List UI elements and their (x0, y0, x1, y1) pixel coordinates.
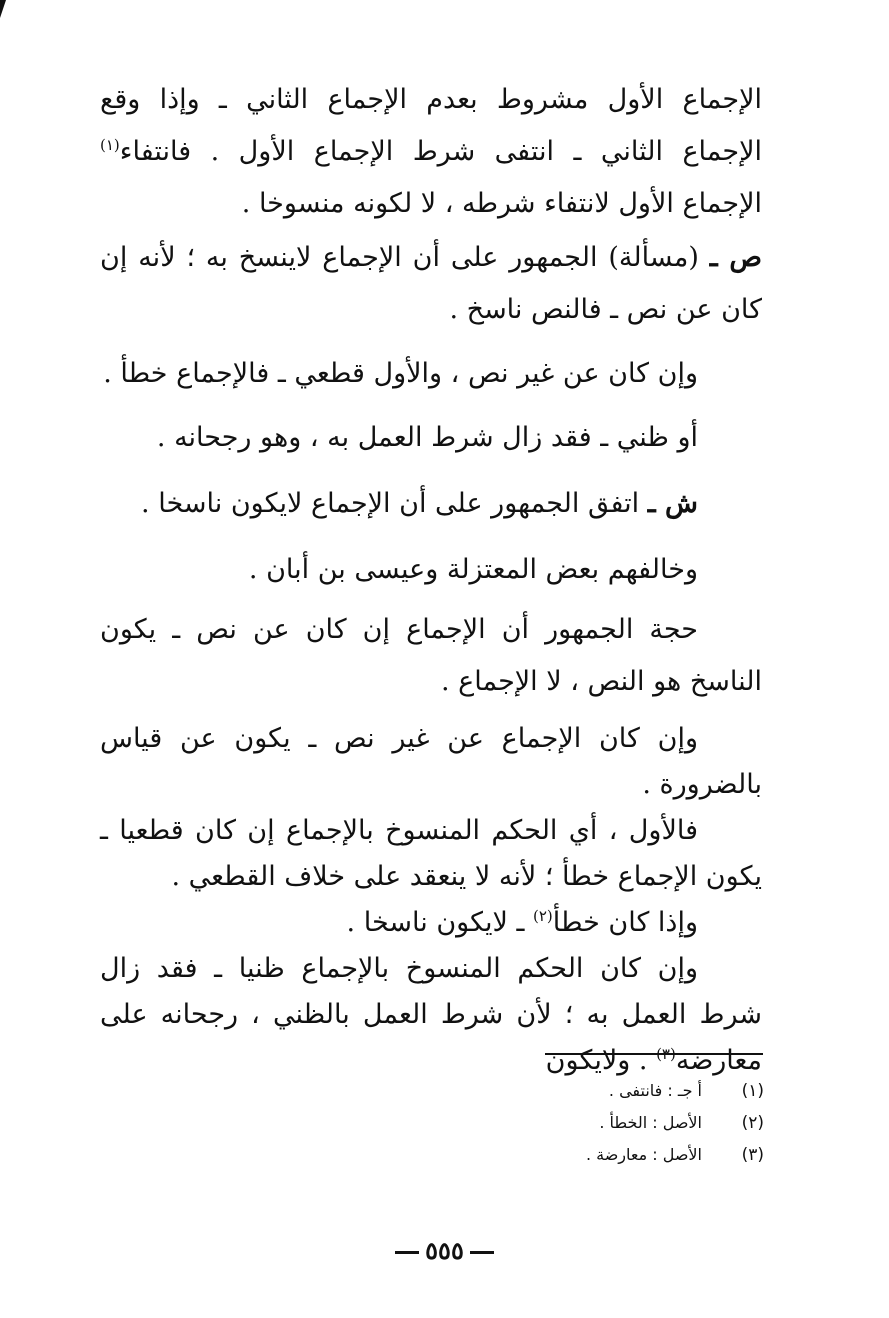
footnote-separator (545, 1053, 763, 1055)
footnote-number: (٢) (741, 1113, 764, 1133)
main-text-sharh (100, 478, 698, 530)
main-text-masalah (100, 232, 762, 336)
main-text-line-3 (100, 348, 698, 400)
paragraph-line: وإن كان الإجماع عن غير نص ـ يكون عن قياس بالضرورة . (100, 723, 762, 800)
paragraph-text: الإجماع الأول لانتفاء شرطه ، لا لكونه منسوخا . (241, 188, 762, 219)
paragraph-text: اتفق الجمهور على أن الإجماع لايكون ناسخا . (141, 488, 648, 519)
paragraph-text: وإن كان الحكم المنسوخ بالإجماع ظنيا ـ فقد زال شرط العمل به ؛ لأن شرط العمل بالظني ، رجحانه على معارضه (100, 953, 762, 1076)
paragraph-masalah (100, 232, 762, 336)
footnotes (400, 1075, 764, 1171)
paragraph-continuation (100, 74, 762, 230)
paragraph-text: ـ لايكون ناسخا . (346, 907, 533, 938)
footnote-item (400, 1107, 764, 1139)
main-text-line-4 (100, 412, 698, 464)
footnote-text: الأصل : معارضة . (585, 1145, 702, 1164)
page-number-value: ٥٥٥ (425, 1236, 464, 1265)
paragraph-zanni (100, 946, 762, 1084)
paragraph-text: (مسألة) الجمهور على أن الإجماع لاينسخ به ؛ لأنه إن كان عن نص ـ فالنص ناسخ . (100, 242, 762, 325)
main-text-bottom (100, 716, 762, 1084)
footnote-number: (١) (741, 1081, 764, 1101)
paragraph-line: وإن كان عن غير نص ، والأول قطعي ـ فالإجماع خطأ . (103, 358, 698, 389)
page-number (0, 1236, 889, 1265)
paragraph-line: أو ظني ـ فقد زال شرط العمل به ، وهو رجحانه . (156, 422, 698, 453)
footnote-text: الأصل : الخطأ . (599, 1113, 702, 1132)
paragraph-line: وخالفهم بعض المعتزلة وعيسى بن أبان . (248, 554, 698, 585)
paragraph-awwal: فالأول ، أي الحكم المنسوخ بالإجماع إن كان قطعيا ـ يكون الإجماع خطأ ؛ لأنه لا ينعقد على خلاف القطعي . (100, 815, 762, 892)
page-number-dash (470, 1251, 494, 1254)
paragraph-text: وإذا كان خطأ (552, 907, 698, 938)
section-label-sad: ص ـ (709, 242, 763, 273)
section-label-shin: ش ـ (647, 488, 698, 519)
paragraph-khata (100, 900, 762, 946)
footnote-ref-2[interactable]: (٢) (533, 907, 553, 925)
footnote-ref-1[interactable]: (١) (100, 136, 120, 154)
paragraph-hujjah: حجة الجمهور أن الإجماع إن كان عن نص ـ يكون الناسخ هو النص ، لا الإجماع . (100, 614, 762, 697)
footnote-text: أ جـ : فانتفى . (608, 1081, 702, 1100)
paragraph-text: . ولايكون (545, 1045, 657, 1076)
footnote-ref-3[interactable]: (٣) (656, 1045, 676, 1063)
main-text-hujjah (100, 604, 762, 708)
footnote-item (400, 1075, 764, 1107)
page-number-dash (395, 1251, 419, 1254)
main-text-line-6 (100, 544, 698, 596)
footnote-number: (٣) (741, 1145, 764, 1165)
footnote-item (400, 1139, 764, 1171)
corner-mark (0, 0, 6, 18)
main-text-top (100, 74, 762, 230)
paragraph-sharh (100, 478, 698, 530)
paragraph-text: الإجماع الأول مشروط بعدم الإجماع الثاني ـ وإذا وقع الإجماع الثاني ـ انتفى شرط الإجماع الأول . فانتفاء (100, 84, 762, 167)
